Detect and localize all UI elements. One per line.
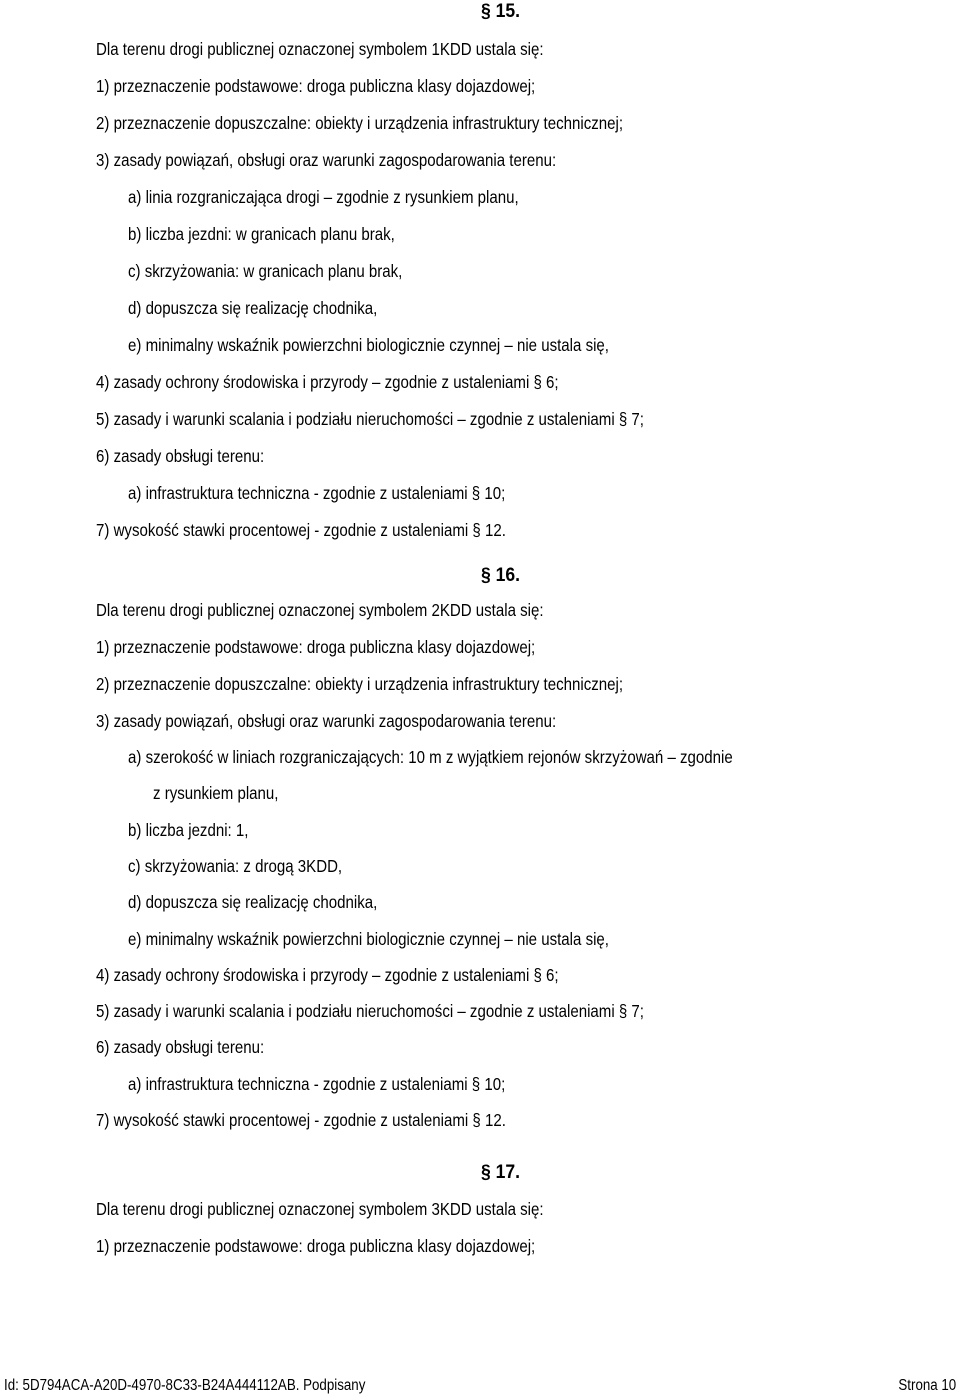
section-15-item-6: 6) zasady obsługi terenu: bbox=[96, 446, 265, 466]
footer-page-number: Strona 10 bbox=[898, 1377, 956, 1394]
section-16-item-3a: a) szerokość w liniach rozgraniczających: 10 m z wyjątkiem rejonów skrzyżowań – zgodnie bbox=[128, 747, 733, 767]
section-16-intro: Dla terenu drogi publicznej oznaczonej symbolem 2KDD ustala się: bbox=[96, 600, 544, 620]
section-16-item-3d: d) dopuszcza się realizację chodnika, bbox=[128, 892, 378, 912]
section-15-item-3: 3) zasady powiązań, obsługi oraz warunki zagospodarowania terenu: bbox=[96, 150, 557, 170]
section-16-item-5: 5) zasady i warunki scalania i podziału nieruchomości – zgodnie z ustaleniami § 7; bbox=[96, 1001, 644, 1021]
section-15-item-1: 1) przeznaczenie podstawowe: droga publiczna klasy dojazdowej; bbox=[96, 76, 536, 96]
section-15-item-3d: d) dopuszcza się realizację chodnika, bbox=[128, 298, 378, 318]
section-title-15: § 15. bbox=[481, 0, 521, 22]
section-16-item-2: 2) przeznaczenie dopuszczalne: obiekty i urządzenia infrastruktury technicznej; bbox=[96, 674, 624, 694]
section-16-item-6a: a) infrastruktura techniczna - zgodnie z ustaleniami § 10; bbox=[128, 1074, 506, 1094]
section-15-item-3c: c) skrzyżowania: w granicach planu brak, bbox=[128, 261, 403, 281]
section-17-item-1: 1) przeznaczenie podstawowe: droga publiczna klasy dojazdowej; bbox=[96, 1236, 536, 1256]
section-15-item-7: 7) wysokość stawki procentowej - zgodnie z ustaleniami § 12. bbox=[96, 520, 506, 540]
section-16-item-1: 1) przeznaczenie podstawowe: droga publiczna klasy dojazdowej; bbox=[96, 637, 536, 657]
section-16-item-3a-cont: z rysunkiem planu, bbox=[153, 783, 279, 803]
section-16-item-6: 6) zasady obsługi terenu: bbox=[96, 1037, 265, 1057]
section-16-item-3b: b) liczba jezdni: 1, bbox=[128, 820, 249, 840]
section-16-item-7: 7) wysokość stawki procentowej - zgodnie z ustaleniami § 12. bbox=[96, 1110, 506, 1130]
section-15-item-4: 4) zasady ochrony środowiska i przyrody – zgodnie z ustaleniami § 6; bbox=[96, 372, 559, 392]
section-16-item-3: 3) zasady powiązań, obsługi oraz warunki zagospodarowania terenu: bbox=[96, 711, 557, 731]
section-title-17: § 17. bbox=[481, 1161, 521, 1183]
section-16-item-3e: e) minimalny wskaźnik powierzchni biologicznie czynnej – nie ustala się, bbox=[128, 929, 609, 949]
footer-document-id: Id: 5D794ACA-A20D-4970-8C33-B24A444112AB. Podpisany bbox=[4, 1377, 366, 1394]
section-16-item-3c: c) skrzyżowania: z drogą 3KDD, bbox=[128, 856, 343, 876]
section-15-item-3b: b) liczba jezdni: w granicach planu brak, bbox=[128, 224, 395, 244]
section-15-item-3e: e) minimalny wskaźnik powierzchni biologicznie czynnej – nie ustala się, bbox=[128, 335, 609, 355]
section-15-intro: Dla terenu drogi publicznej oznaczonej symbolem 1KDD ustala się: bbox=[96, 39, 544, 59]
section-15-item-3a: a) linia rozgraniczająca drogi – zgodnie z rysunkiem planu, bbox=[128, 187, 519, 207]
section-17-intro: Dla terenu drogi publicznej oznaczonej symbolem 3KDD ustala się: bbox=[96, 1199, 544, 1219]
section-15-item-2: 2) przeznaczenie dopuszczalne: obiekty i urządzenia infrastruktury technicznej; bbox=[96, 113, 624, 133]
section-15-item-5: 5) zasady i warunki scalania i podziału nieruchomości – zgodnie z ustaleniami § 7; bbox=[96, 409, 644, 429]
section-title-16: § 16. bbox=[481, 564, 521, 586]
section-15-item-6a: a) infrastruktura techniczna - zgodnie z ustaleniami § 10; bbox=[128, 483, 506, 503]
section-16-item-4: 4) zasady ochrony środowiska i przyrody – zgodnie z ustaleniami § 6; bbox=[96, 965, 559, 985]
